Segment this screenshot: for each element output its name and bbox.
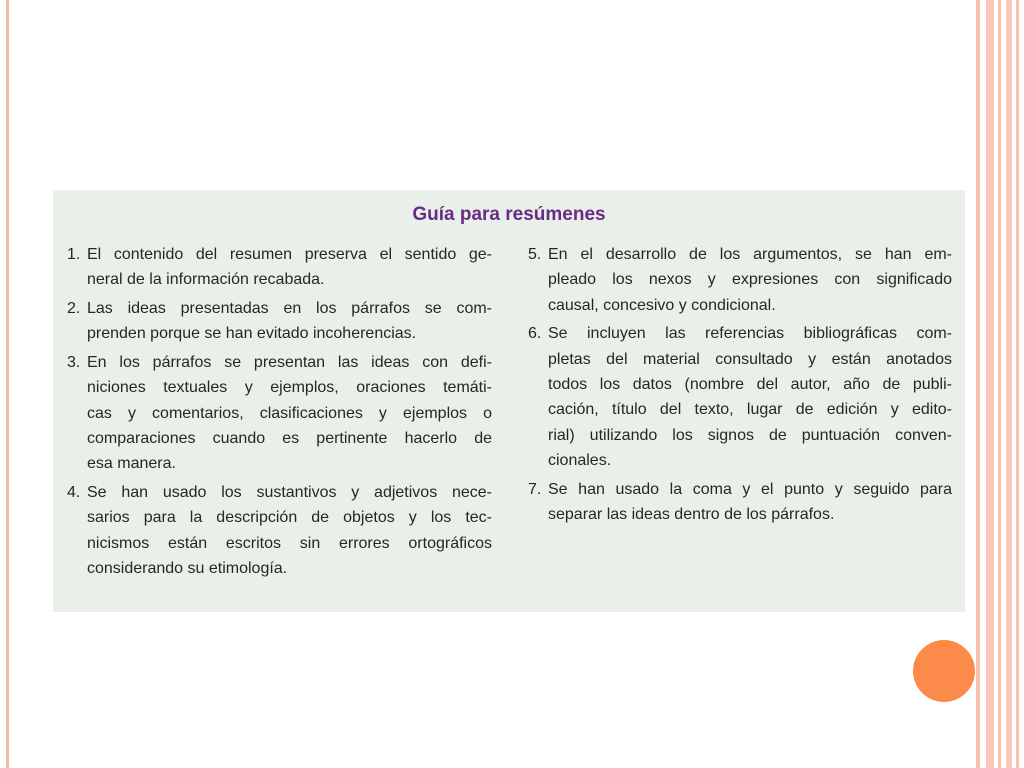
guide-item-line: todos los datos (nombre del autor, año de publi- [548,375,952,393]
guide-item [528,321,952,473]
guide-item-line: prenden porque se han evitado incoherencias. [87,325,417,343]
guide-item-number: 1. [67,246,81,263]
guide-item [67,242,492,293]
guide-item [528,242,952,318]
left-decorative-rule [6,0,9,768]
border-stripe [976,0,980,768]
border-stripe [1006,0,1012,768]
guide-item [67,350,492,476]
guide-item-line: El contenido del resumen preserva el sentido ge- [87,246,492,263]
guide-item-number: 2. [67,300,81,318]
guide-item-line: neral de la información recabada. [87,271,325,289]
guide-box [53,190,965,612]
guide-item-line: Se incluyen las referencias bibliográficas com- [548,325,952,343]
guide-item-line: Se han usado los sustantivos y adjetivos nece- [87,484,492,502]
guide-item-number: 6. [528,325,542,343]
guide-item-number: 5. [528,246,542,263]
guide-item [528,477,952,528]
guide-item-line: pletas del material consultado y están anotados [548,350,952,368]
guide-title: Guía para resúmenes [412,204,606,225]
guide-item-line: Se han usado la coma y el punto y seguido para [548,480,952,498]
guide-item-line: nicismos están escritos sin errores ortográficos [87,534,492,552]
right-decorative-border [976,0,1024,768]
guide-item [67,296,492,347]
guide-item-line: separar las ideas dentro de los párrafos. [548,505,835,523]
guide-item-line: esa manera. [87,455,176,473]
border-stripe [998,0,1001,768]
guide-item [67,480,492,581]
guide-item-number: 7. [528,480,542,498]
guide-list-right [528,242,952,531]
guide-item-line: cas y comentarios, clasificaciones y ejemplos o [87,404,492,422]
guide-item-line: considerando su etimología. [87,560,288,578]
guide-item-line: Las ideas presentadas en los párrafos se com- [87,300,492,318]
border-stripe [1016,0,1019,768]
guide-item-line: En el desarrollo de los argumentos, se han em- [548,246,952,263]
guide-item-line: cionales. [548,451,612,469]
guide-item-line: comparaciones cuando es pertinente hacerlo de [87,430,492,448]
guide-item-line: sarios para la descripción de objetos y los tec- [87,509,492,527]
guide-item-line: pleado los nexos y expresiones con significado [548,271,952,289]
guide-item-line: niciones textuales y ejemplos, oraciones temáti- [87,379,492,397]
guide-item-line: causal, concesivo y condicional. [548,296,776,314]
guide-item-number: 3. [67,354,81,372]
guide-list-left [67,242,492,585]
guide-item-line: En los párrafos se presentan las ideas con defi- [87,354,492,372]
border-stripe [986,0,994,768]
guide-item-number: 4. [67,484,81,502]
guide-item-line: rial) utilizando los signos de puntuación conven- [548,426,952,444]
guide-item-line: cación, título del texto, lugar de edición y edito- [548,401,952,419]
decorative-dot [913,640,975,702]
